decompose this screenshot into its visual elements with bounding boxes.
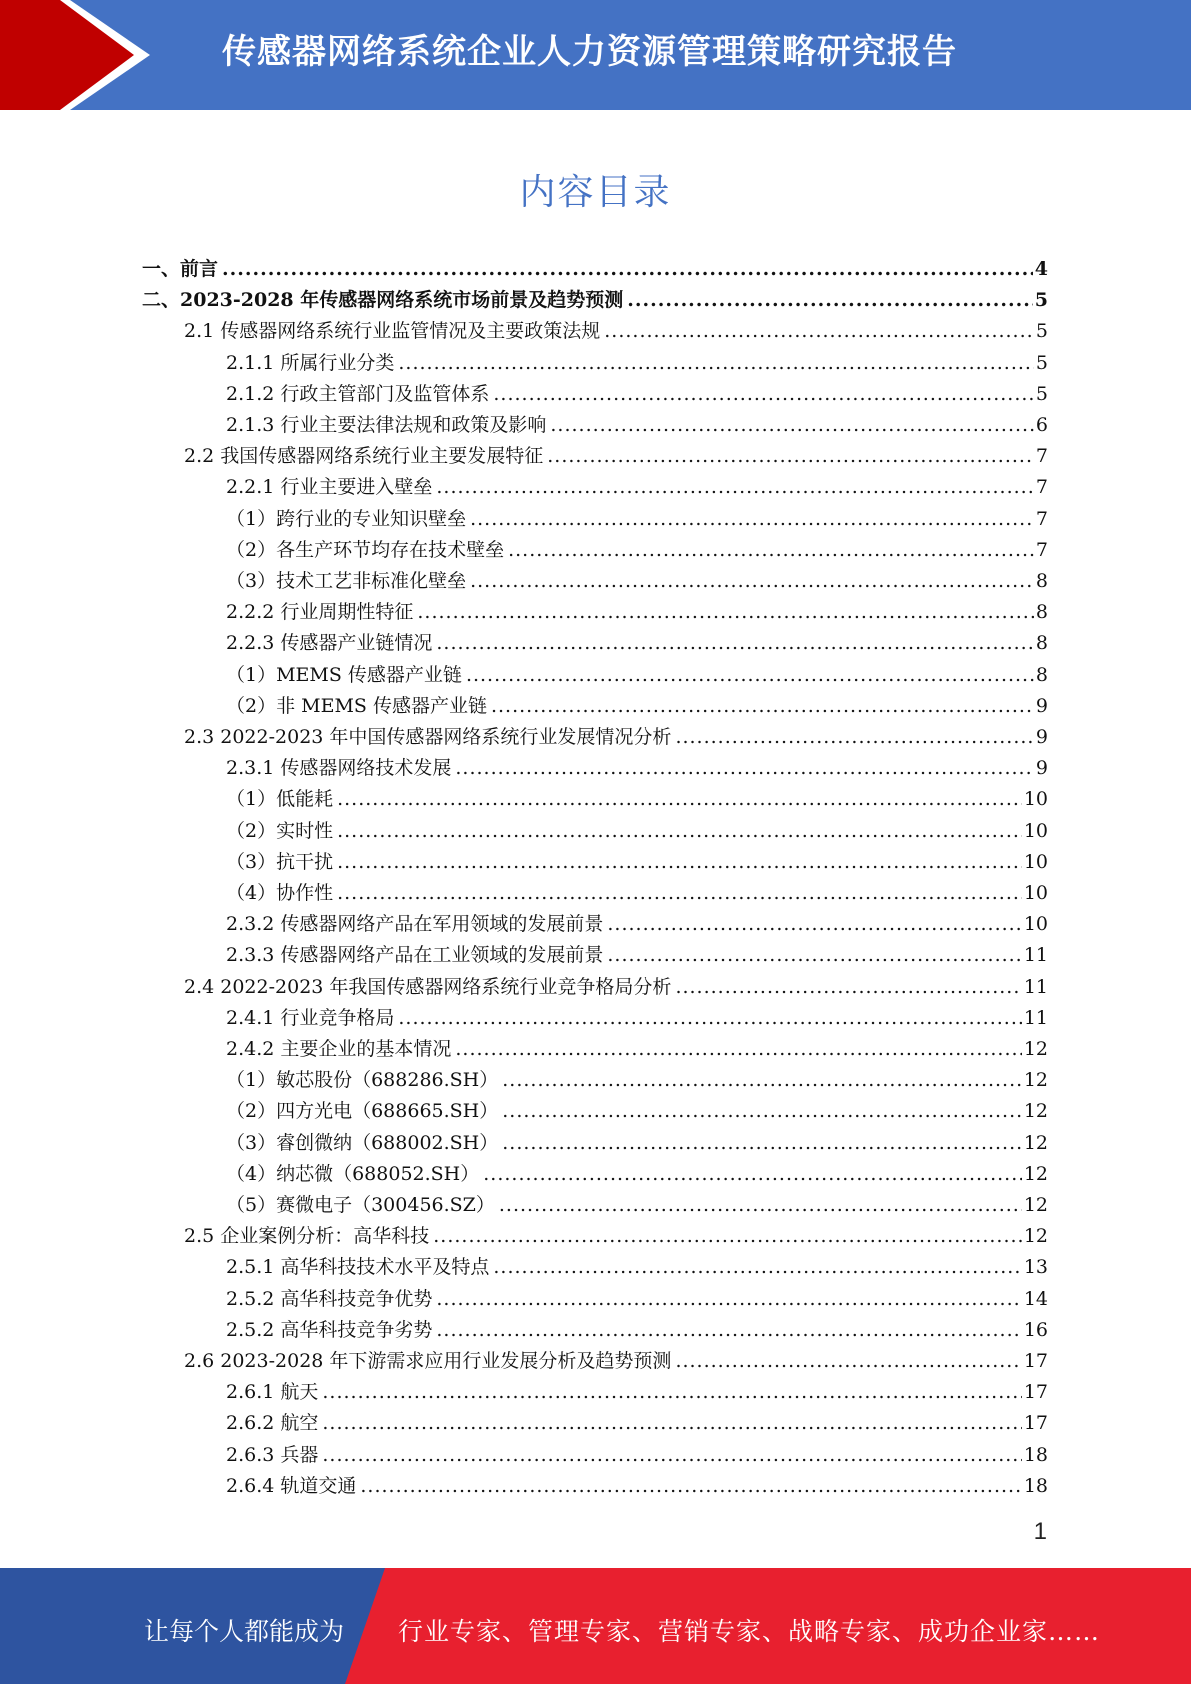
toc-entry-title: 2.2.1 行业主要进入壁垒 [226, 476, 433, 499]
toc-entry-page: 7 [1035, 476, 1048, 499]
header-arrow-decoration [0, 0, 180, 110]
toc-leader-dots [493, 1256, 1021, 1278]
report-title: 传感器网络系统企业人力资源管理策略研究报告 [222, 32, 957, 72]
toc-entry-page: 9 [1035, 757, 1048, 780]
toc-entry[interactable] [226, 379, 1048, 410]
toc-entry[interactable] [226, 1159, 1048, 1190]
toc-leader-dots [417, 601, 1034, 623]
footer-slogan-right: 行业专家、管理专家、营销专家、战略专家、成功企业家…… [398, 1617, 1101, 1646]
toc-entry[interactable] [226, 472, 1048, 503]
footer-banner [0, 1568, 1191, 1684]
toc-leader-dots [222, 258, 1033, 280]
toc-entry-page: 4 [1034, 258, 1048, 280]
toc-entry-page: 7 [1035, 445, 1048, 468]
toc-entry-title: 2.4 2022-2023 年我国传感器网络系统行业竞争格局分析 [184, 975, 672, 998]
toc-leader-dots [436, 632, 1034, 654]
toc-entry-title: （3）睿创微纳（688002.SH） [226, 1131, 499, 1154]
toc-entry-page: 16 [1023, 1318, 1048, 1341]
toc-entry-title: 2.3 2022-2023 年中国传感器网络系统行业发展情况分析 [184, 726, 672, 748]
toc-entry[interactable] [226, 1190, 1048, 1221]
toc-entry-title: 2.5.2 高华科技竞争优势 [226, 1287, 433, 1310]
toc-entry-page: 10 [1023, 850, 1048, 873]
toc-leader-dots [508, 539, 1034, 561]
toc-leader-dots [455, 757, 1034, 779]
toc-entry[interactable] [226, 1471, 1048, 1502]
toc-entry-title: 2.5.2 高华科技竞争劣势 [226, 1318, 433, 1341]
toc-entry-page: 12 [1023, 1194, 1048, 1216]
toc-entry-page: 17 [1023, 1381, 1048, 1404]
toc-entry-page: 8 [1035, 601, 1048, 624]
toc-entry-page: 6 [1035, 414, 1048, 436]
toc-entry[interactable] [226, 878, 1048, 909]
toc-leader-dots [322, 1381, 1021, 1403]
toc-leader-dots [470, 508, 1034, 530]
toc-entry-page: 7 [1035, 538, 1048, 561]
toc-leader-dots [337, 820, 1022, 842]
toc-entry-page: 12 [1023, 1162, 1048, 1185]
toc-leader-dots [337, 788, 1022, 810]
toc-entry-title: （4）协作性 [226, 882, 334, 904]
toc-leader-dots [491, 695, 1034, 717]
toc-entry-page: 10 [1023, 819, 1048, 842]
toc-leader-dots [502, 1069, 1022, 1091]
toc-entry[interactable] [226, 1096, 1048, 1127]
toc-entry-title: 2.3.2 传感器网络产品在军用领域的发展前景 [226, 913, 604, 936]
toc-entry-title: （2）实时性 [226, 819, 334, 842]
toc-leader-dots [483, 1163, 1022, 1185]
toc-entry-title: （2）非 MEMS 传感器产业链 [226, 694, 487, 717]
toc-entry[interactable] [226, 566, 1048, 597]
toc-entry-title: 2.2.2 行业周期性特征 [226, 601, 414, 624]
toc-entry[interactable] [226, 909, 1048, 940]
toc-entry[interactable] [184, 972, 1048, 1003]
toc-entry[interactable] [226, 691, 1048, 722]
toc-leader-dots [547, 445, 1034, 467]
toc-entry[interactable] [226, 1003, 1048, 1034]
toc-entry-page: 5 [1035, 382, 1048, 405]
toc-leader-dots [493, 383, 1034, 405]
toc-entry-title: （2）四方光电（688665.SH） [226, 1100, 499, 1123]
toc-entry-title: （1）MEMS 传感器产业链 [226, 663, 462, 686]
toc-leader-dots [466, 664, 1034, 686]
toc-entry-page: 11 [1023, 944, 1048, 967]
toc-entry-title: 2.6 2023-2028 年下游需求应用行业发展分析及趋势预测 [184, 1350, 672, 1372]
toc-entry-page: 9 [1035, 726, 1048, 748]
toc-entry-page: 12 [1023, 1069, 1048, 1092]
toc-entry-page: 7 [1035, 507, 1048, 530]
toc-entry-title: 二、2023-2028 年传感器网络系统市场前景及趋势预测 [142, 289, 624, 312]
toc-entry-title: 2.3.1 传感器网络技术发展 [226, 757, 452, 780]
toc-leader-dots [675, 976, 1021, 998]
toc-leader-dots [550, 414, 1034, 436]
toc-leader-dots [398, 1007, 1021, 1029]
toc-entry[interactable] [226, 1252, 1048, 1283]
toc-entry[interactable] [226, 753, 1048, 784]
toc-entry[interactable] [226, 1377, 1048, 1408]
toc-entry-page: 11 [1023, 1006, 1048, 1029]
toc-leader-dots [502, 1132, 1022, 1154]
toc-entry[interactable] [226, 1065, 1048, 1096]
toc-entry-page: 5 [1035, 351, 1048, 374]
toc-entry-page: 14 [1023, 1287, 1048, 1310]
toc-entry-title: 2.1.2 行政主管部门及监管体系 [226, 382, 490, 405]
toc-entry-page: 8 [1035, 632, 1048, 655]
toc-entry-page: 12 [1023, 1131, 1048, 1154]
toc-entry[interactable] [142, 285, 1048, 316]
toc-entry-title: 2.1.3 行业主要法律法规和政策及影响 [226, 414, 547, 436]
toc-entry[interactable] [226, 816, 1048, 847]
toc-entry-title: （2）各生产环节均存在技术壁垒 [226, 538, 505, 561]
toc-entry-page: 12 [1023, 1038, 1048, 1060]
toc-entry-title: 2.5 企业案例分析：高华科技 [184, 1225, 430, 1248]
toc-entry-page: 17 [1023, 1350, 1048, 1372]
toc-leader-dots [499, 1194, 1022, 1216]
toc-entry-page: 17 [1023, 1412, 1048, 1435]
toc-entry-title: 2.2 我国传感器网络系统行业主要发展特征 [184, 445, 544, 468]
toc-heading: 内容目录 [519, 172, 672, 213]
header-banner [0, 0, 1191, 110]
toc-entry[interactable] [226, 535, 1048, 566]
toc-entry[interactable] [226, 940, 1048, 971]
toc-entry-title: （3）抗干扰 [226, 850, 334, 873]
toc-entry-page: 18 [1023, 1474, 1048, 1497]
footer-slogan-left: 让每个人都能成为 [144, 1617, 345, 1646]
toc-entry-title: 2.1.1 所属行业分类 [226, 351, 395, 374]
toc-entry-title: 一、前言 [142, 258, 219, 280]
toc-leader-dots [436, 1288, 1021, 1310]
toc-entry[interactable] [226, 1284, 1048, 1315]
toc-entry-page: 5 [1035, 320, 1048, 343]
toc-entry-page: 10 [1023, 913, 1048, 936]
toc-entry-title: （5）赛微电子（300456.SZ） [226, 1194, 495, 1216]
toc-entry-title: 2.6.2 航空 [226, 1412, 319, 1435]
toc-leader-dots [398, 352, 1034, 374]
toc-leader-dots [436, 1319, 1021, 1341]
toc-entry[interactable] [184, 1346, 1048, 1377]
toc-leader-dots [607, 913, 1021, 935]
toc-leader-dots [322, 1412, 1021, 1434]
toc-entry-page: 12 [1023, 1225, 1048, 1248]
toc-entry[interactable] [226, 1128, 1048, 1159]
toc-leader-dots [607, 944, 1021, 966]
toc-entry-page: 10 [1023, 882, 1048, 904]
toc-entry-title: 2.6.3 兵器 [226, 1443, 319, 1466]
toc-leader-dots [502, 1100, 1022, 1122]
toc-entry-title: （1）敏芯股份（688286.SH） [226, 1069, 499, 1092]
toc-entry-page: 8 [1035, 570, 1048, 592]
toc-entry[interactable] [226, 660, 1048, 691]
toc-entry-page: 11 [1023, 975, 1048, 998]
toc-leader-dots [675, 1350, 1021, 1372]
toc-entry[interactable] [142, 254, 1048, 285]
toc-entry-title: 2.6.4 轨道交通 [226, 1474, 357, 1497]
toc-leader-dots [675, 726, 1033, 748]
toc-entry-page: 18 [1023, 1443, 1048, 1466]
toc-entry-page: 10 [1023, 788, 1048, 811]
toc-leader-dots [322, 1444, 1021, 1466]
toc-entry-title: （1）低能耗 [226, 788, 334, 811]
toc-entry[interactable] [184, 441, 1048, 472]
toc-leader-dots [337, 882, 1022, 904]
toc-entry-page: 5 [1034, 289, 1048, 312]
toc-entry-title: 2.4.2 主要企业的基本情况 [226, 1038, 452, 1060]
toc-entry-title: 2.3.3 传感器网络产品在工业领域的发展前景 [226, 944, 604, 967]
toc-entry[interactable] [226, 847, 1048, 878]
toc-entry-page: 9 [1035, 694, 1048, 717]
toc-entry-title: 2.2.3 传感器产业链情况 [226, 632, 433, 655]
toc-leader-dots [433, 1225, 1022, 1247]
toc-leader-dots [436, 476, 1034, 498]
toc-entry[interactable] [226, 348, 1048, 379]
toc-entry[interactable] [226, 1315, 1048, 1346]
page-number: 1 [1033, 1518, 1047, 1545]
toc-entry[interactable] [226, 410, 1048, 441]
toc-entry[interactable] [184, 1221, 1048, 1252]
toc-entry-title: 2.4.1 行业竞争格局 [226, 1006, 395, 1029]
toc-entry-title: 2.5.1 高华科技技术水平及特点 [226, 1256, 490, 1279]
toc-entry-page: 13 [1023, 1256, 1048, 1279]
toc-entry[interactable] [226, 628, 1048, 659]
toc-entry[interactable] [184, 722, 1048, 753]
toc-entry-title: 2.6.1 航天 [226, 1381, 319, 1404]
toc-entry-title: （4）纳芯微（688052.SH） [226, 1162, 480, 1185]
toc-leader-dots [360, 1475, 1021, 1497]
toc-entry-page: 8 [1035, 663, 1048, 686]
toc-entry[interactable] [226, 504, 1048, 535]
toc-entry[interactable] [226, 1408, 1048, 1439]
toc-entry[interactable] [226, 784, 1048, 815]
toc-entry[interactable] [226, 597, 1048, 628]
toc-entry[interactable] [226, 1440, 1048, 1471]
toc-entry-title: （3）技术工艺非标准化壁垒 [226, 570, 467, 592]
toc-entry[interactable] [184, 316, 1048, 347]
toc-leader-dots [455, 1038, 1021, 1060]
toc-entry-page: 12 [1023, 1100, 1048, 1123]
toc-entry[interactable] [226, 1034, 1048, 1065]
toc-entry-title: 2.1 传感器网络系统行业监管情况及主要政策法规 [184, 320, 601, 343]
toc-leader-dots [627, 289, 1033, 311]
toc-leader-dots [470, 570, 1034, 592]
toc-entry-title: （1）跨行业的专业知识壁垒 [226, 507, 467, 530]
toc-leader-dots [337, 851, 1022, 873]
toc-leader-dots [604, 320, 1034, 342]
